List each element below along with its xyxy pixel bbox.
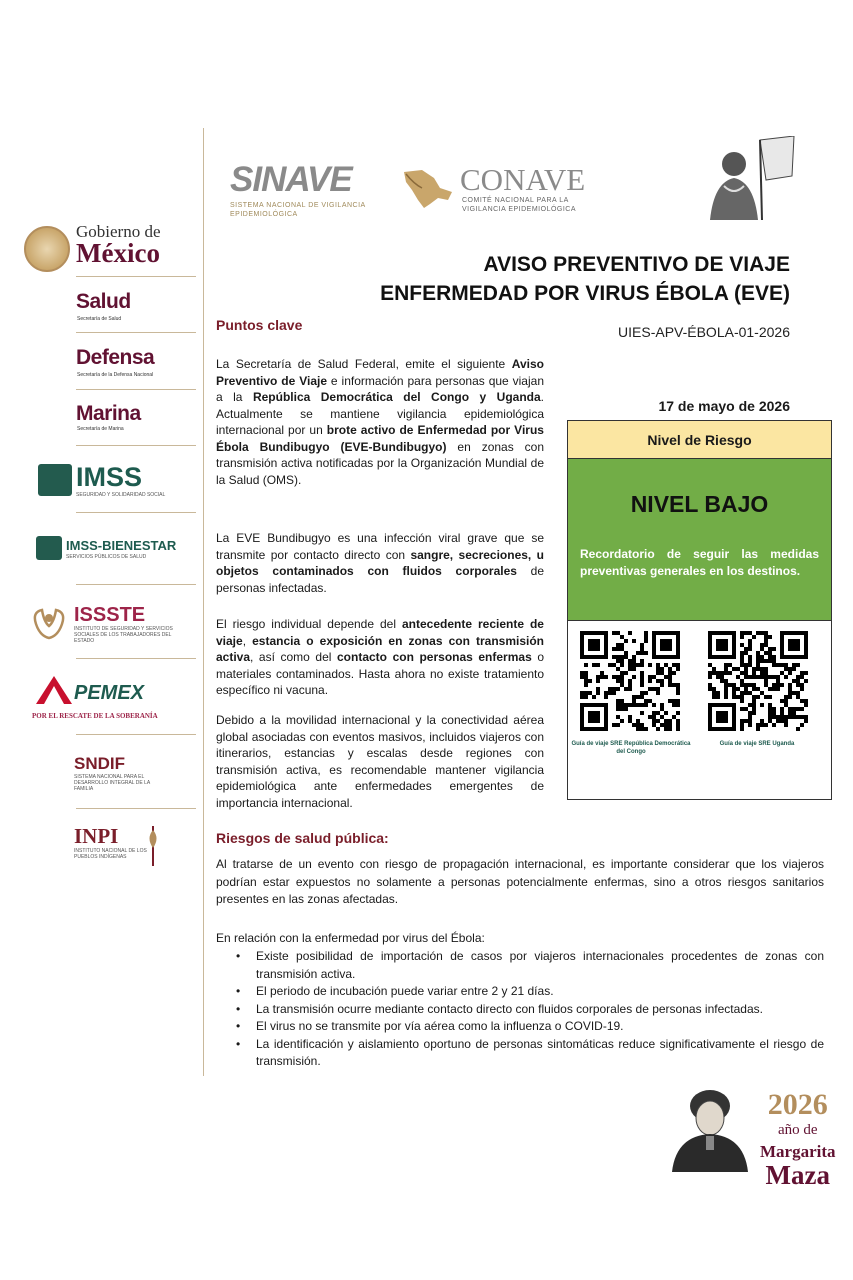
puntos-clave-paragraph-3	[216, 616, 544, 699]
imss-bienestar-emblem-icon	[36, 536, 62, 560]
risk-level-recommendation: Recordatorio de seguir las medidas preventivas generales en los destinos.	[580, 547, 819, 578]
sndif-logo: SNDIF SISTEMA NACIONAL PARA EL DESARROLLO INTEGRAL DE LA FAMILIA	[74, 754, 150, 792]
logo-separator	[76, 445, 196, 446]
puntos-clave-paragraph-4	[216, 712, 544, 811]
text-run: en zonas con transmisión activa notificadas por la Organización Mundial de la Salud (OMS).	[216, 439, 544, 487]
text-run: . Actualmente se mantiene vigilancia epidemiológica internacional por un	[216, 390, 544, 437]
gobierno-text: Gobierno de	[76, 222, 161, 241]
list-item: • La identificación y aislamiento oportuno de personas sintomáticas reduce significativamente el riesgo de transmisión.	[216, 1036, 824, 1071]
heroine-with-flag-illustration	[696, 136, 800, 220]
list-item: • Existe posibilidad de importación de casos por viajeros internacionales procedentes de zonas con transmisión activa.	[216, 948, 824, 983]
text-run: Aviso Preventivo de Viaje	[216, 357, 544, 388]
mexico-map-icon	[400, 164, 456, 212]
margarita-maza-portrait	[664, 1084, 756, 1172]
mexico-text: México	[76, 238, 160, 268]
document-code: UIES-APV-ÉBOLA-01-2026	[618, 324, 790, 340]
text-run: ,	[242, 633, 253, 648]
qr-caption-congo: Guía de viaje SRE República Democrática del Congo	[571, 741, 691, 755]
text-run: e información para personas que viajan a la	[216, 373, 544, 404]
logo-separator	[76, 512, 196, 513]
text-run: , así como del	[250, 650, 337, 664]
qr-codes-area	[568, 621, 831, 799]
year-dedication: 2026 año de Margarita Maza	[760, 1088, 836, 1190]
text-run: brote activo de Enfermedad por Virus Ébola Bundibugyo (EVE-Bundibugyo)	[216, 423, 544, 454]
list-item: • El virus no se transmite por vía aérea como la influenza o COVID-19.	[216, 1018, 824, 1036]
text-run: República Democrática del Congo y Uganda	[252, 390, 541, 404]
imss-logo: IMSS SEGURIDAD Y SOLIDARIDAD SOCIAL	[20, 458, 182, 502]
gobierno-de-mexico-logo	[20, 200, 182, 280]
defensa-logo: Defensa Secretaría de la Defensa Nacional	[76, 346, 155, 378]
text-run: o materiales contaminados. Hasta ahora no existe tratamiento específico ni vacuna.	[216, 650, 544, 697]
text-run: antecedente reciente de viaje	[216, 617, 544, 648]
pemex-logo: PEMEX POR EL RESCATE DE LA SOBERANÍA	[20, 672, 182, 722]
logo-separator	[76, 332, 196, 333]
risk-level-body	[568, 459, 831, 621]
puntos-clave-paragraph-1	[216, 356, 544, 488]
logo-separator	[76, 389, 196, 390]
qr-caption-uganda: Guía de viaje SRE Uganda	[719, 741, 795, 747]
issste-logo: ISSSTE INSTITUTO DE SEGURIDAD Y SERVICIOS SOCIALES DE LOS TRABAJADORES DEL ESTADO	[20, 598, 182, 648]
imss-emblem-icon	[38, 464, 72, 496]
alert-date: 17 de mayo de 2026	[658, 398, 790, 414]
column-divider	[203, 128, 204, 1076]
risk-level-header: Nivel de Riesgo	[568, 421, 831, 459]
text-run: sangre, secreciones, u objetos contaminados con fluidos corporales	[216, 547, 544, 578]
logo-separator	[76, 808, 196, 809]
logo-separator	[76, 276, 196, 277]
puntos-clave-paragraph-2	[216, 530, 544, 596]
list-item: • El periodo de incubación puede variar entre 2 y 21 días.	[216, 983, 824, 1001]
qr-code-uganda-icon[interactable]	[708, 631, 808, 731]
document-title: AVISO PREVENTIVO DE VIAJE ENFERMEDAD POR VIRUS ÉBOLA (EVE)	[380, 253, 790, 305]
text-run: contacto con personas enfermas	[337, 650, 532, 664]
riesgos-heading: Riesgos de salud pública:	[216, 830, 389, 846]
text-run: estancia o exposición en zonas con transmisión activa	[216, 633, 544, 664]
eagle-emblem-icon	[24, 226, 70, 272]
riesgos-bullet-list	[216, 948, 824, 1071]
imss-bienestar-logo: IMSS-BIENESTAR SERVICIOS PÚBLICOS DE SALUD	[20, 534, 182, 564]
logo-separator	[76, 584, 196, 585]
risk-level-panel	[567, 420, 832, 800]
marina-logo: Marina Secretaría de Marina	[76, 402, 141, 432]
riesgos-paragraph-2: En relación con la enfermedad por virus del Ébola:	[216, 931, 485, 945]
feather-icon	[144, 824, 162, 868]
salud-logo: Salud Secretaría de Salud	[76, 290, 131, 322]
text-run: La Secretaría de Salud Federal, emite el siguiente	[216, 357, 512, 371]
sinave-logo: SINAVE SISTEMA NACIONAL DE VIGILANCIA EPIDEMIOLÓGICA	[230, 160, 366, 218]
text-run: La EVE Bundibugyo es una infección viral grave que se transmite por contacto directo con	[216, 531, 544, 562]
logo-separator	[76, 658, 196, 659]
list-item: • La transmisión ocurre mediante contacto directo con fluidos corporales de personas infectadas.	[216, 1001, 824, 1019]
riesgos-paragraph-1: Al tratarse de un evento con riesgo de propagación internacional, es importante considerar que los viajeros podrían estar expuestos no solamente a personas potencialmente enfermas, sino a otros riesgos sanitarios presentes en las zonas afectadas.	[216, 857, 824, 906]
issste-emblem-icon	[30, 604, 68, 642]
inpi-logo: INPI INSTITUTO NACIONAL DE LOS PUEBLOS INDÍGENAS	[20, 820, 182, 870]
qr-code-congo-icon[interactable]	[580, 631, 680, 731]
pemex-eagle-icon	[34, 674, 74, 706]
text-run: de personas infectadas.	[216, 564, 544, 595]
puntos-clave-heading: Puntos clave	[216, 317, 303, 333]
logo-separator	[76, 734, 196, 735]
text-run: Debido a la movilidad internacional y la conectividad aérea global asociadas con eventos masivos, incluidos viajeros con itinerarios, estancias y escalas desde regiones con transmisión activa, es recomendable mantener vigilancia epidemiológica ante enfermedades emergentes de importancia internacional.	[216, 713, 544, 810]
risk-level-value: NIVEL BAJO	[630, 491, 769, 517]
text-run: El riesgo individual depende del	[216, 617, 402, 631]
